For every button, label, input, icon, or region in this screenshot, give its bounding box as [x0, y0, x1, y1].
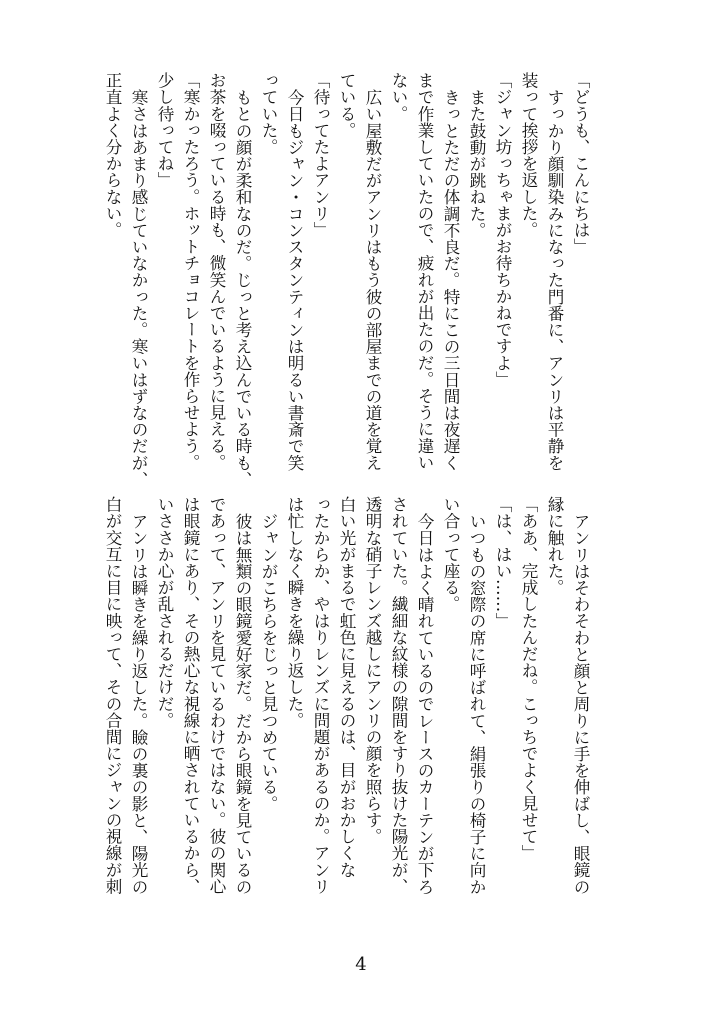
- text-line: されていた。繊細な紋様の隙間をすり抜けた陽光が、: [389, 496, 408, 895]
- text-line: 寒さはあまり感じていなかった。寒いはずなのだが、: [129, 88, 148, 487]
- text-line: アンリはそわそわと顔と周りに手を伸ばし、眼鏡の: [571, 512, 590, 895]
- text-line: であって、アンリを見ているわけではない。彼の関心: [207, 496, 226, 895]
- text-line: 透明な硝子レンズ越しにアンリの顔を照らす。: [363, 496, 382, 845]
- text-line: アンリは瞬きを繰り返した。瞼の裏の影と、陽光の: [129, 512, 148, 895]
- text-line: 白い光がまるで虹色に見えるのは、目がおかしくな: [337, 496, 356, 878]
- text-line: ったからか、やはりレンズに問題があるのか。アンリ: [311, 496, 330, 895]
- text-line: お茶を啜っている時も、微笑んでいるように見える。: [207, 72, 226, 471]
- text-line: また鼓動が跳ねた。: [467, 88, 486, 238]
- text-line: いつもの窓際の席に呼ばれて、絹張りの椅子に向か: [467, 512, 486, 895]
- text-line: 装って挨拶を返した。: [519, 72, 538, 238]
- text-line: 今日もジャン・コンスタンティンは明るい書斎で笑: [285, 88, 304, 471]
- text-line: ジャンがこちらをじっと見つめている。: [259, 512, 278, 812]
- text-line: まで作業していたので、疲れが出たのだ。そうに違い: [415, 72, 434, 471]
- text-line: は忙しなく瞬きを繰り返した。: [285, 496, 304, 729]
- text-line: もとの顔が柔和なのだ。じっと考え込んでいる時も、: [233, 88, 252, 487]
- text-line: っていた。: [259, 72, 278, 155]
- text-line: 「待ってたよアンリ」: [311, 72, 330, 238]
- text-line: きっとただの体調不良だ。特にこの三日間は夜遅く: [441, 88, 460, 471]
- text-line: 正直よく分からない。: [103, 72, 122, 238]
- text-block-upper: [99, 72, 593, 487]
- text-line: 縁に触れた。: [545, 496, 564, 596]
- text-line: 「ああ、完成したんだね。こっちでよく見せて」: [519, 496, 538, 862]
- text-line: すっかり顔馴染みになった門番に、アンリは平静を: [545, 88, 564, 471]
- text-line: 彼は無類の眼鏡愛好家だ。だから眼鏡を見ているの: [233, 512, 252, 895]
- text-block-lower: [99, 496, 593, 906]
- text-line: 少し待ってね」: [155, 72, 174, 189]
- text-line: 白が交互に目に映って、その合間にジャンの視線が刺: [103, 496, 122, 895]
- text-line: ない。: [389, 72, 408, 122]
- text-line: 「ジャン坊っちゃまがお待ちかねですよ」: [493, 72, 512, 388]
- text-line: 「寒かったろう。ホットチョコレートを作らせよう。: [181, 72, 200, 471]
- text-line: いささか心が乱されるだけだ。: [155, 496, 174, 729]
- text-line: 「どうも、こんにちは」: [571, 72, 590, 255]
- text-line: 広い屋敷だがアンリはもう彼の部屋までの道を覚え: [363, 88, 382, 471]
- text-line: 今日はよく晴れているのでレースのカーテンが下ろ: [415, 512, 434, 895]
- page-number: 4: [355, 954, 367, 975]
- text-line: い合って座る。: [441, 496, 460, 613]
- text-line: ている。: [337, 72, 356, 139]
- text-line: は眼鏡にあり、その熱心な視線に晒されているから、: [181, 496, 200, 895]
- text-line: 「は、はい……」: [493, 496, 512, 629]
